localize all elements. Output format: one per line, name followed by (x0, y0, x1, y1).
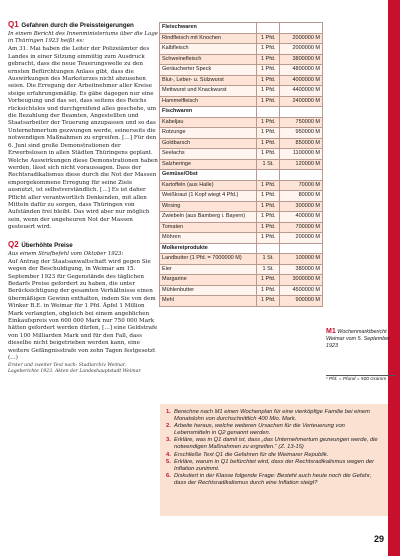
task-number: 2. (166, 423, 171, 430)
item-price: 850000 M (279, 138, 322, 149)
table-section-row (160, 243, 323, 254)
item-name: Gemüse/Obst (160, 170, 257, 181)
item-name: Zwiebeln (aus Bamberg i. Bayern) (160, 212, 257, 223)
item-unit: 1 Pfd. (257, 191, 280, 202)
item-unit (257, 23, 280, 34)
table-row (160, 254, 323, 265)
tasks-panel (160, 404, 388, 516)
table-row (160, 128, 323, 139)
item-price: 2000000 M (279, 44, 322, 55)
item-unit: 1 Pfd. (257, 212, 280, 223)
table-row (160, 285, 323, 296)
item-name: Landbutter (1 Pfd. = 7000000 M) (160, 254, 257, 265)
m1-label: M1 (326, 328, 336, 335)
table-row (160, 191, 323, 202)
item-unit: 1 Pfd. (257, 201, 280, 212)
item-name: Tomaten (160, 222, 257, 233)
item-unit: 1 St. (257, 264, 280, 275)
source-column (8, 20, 158, 375)
item-price: 120000 M (279, 159, 322, 170)
item-price: 200000 M (279, 233, 322, 244)
q2-body: Auf Antrag der Staatsanwaltschaft wird gegen Sie wegen der Beschuldigung, in Weimar am 15. September 1923 für Gegenstände des täglichen Bedarfs Preise gefordert zu haben, die unter Berücksichtigung der gesamten Verhältnisse einen übermäßigen Gewinn enthalten, indem Sie von dem Winker B.E. in Weimar für 1 Pfd. Äpfel 1 Million Mark verlangten, obgleich bei einem angeblichen Einkaufspreis von 600 000 Mark nur 750 000 Mark hätten gefordert werden dürfen, […] eine Geldstrafe von 100 Milliarden Mark und für den Fall, dass dieselbe nicht beigetrieben werden kann, eine weitere Gefängnisstrafe von zehn Tagen festgesetzt (…) (8, 258, 158, 362)
table-row (160, 296, 323, 307)
item-price: 4400000 M (279, 86, 322, 97)
table-row (160, 44, 323, 55)
task-item (166, 423, 382, 437)
item-name: Rotzunge (160, 128, 257, 139)
item-price: 2400000 M (279, 96, 322, 107)
item-price: 70000 M (279, 180, 322, 191)
q1-title: Gefahren durch die Preissteigerungen (21, 22, 134, 29)
q1-label: Q1 (8, 20, 19, 29)
table-section-row (160, 170, 323, 181)
item-price: 900000 M (279, 296, 322, 307)
item-unit: 1 Pfd. (257, 117, 280, 128)
item-name: Molkereiprodukte (160, 243, 257, 254)
item-price: 380000 M (279, 264, 322, 275)
task-number: 4. (166, 451, 171, 458)
item-name: Eier (160, 264, 257, 275)
page-edge-bar (388, 0, 400, 556)
m1-caption-block (326, 328, 396, 350)
item-unit: 1 Pfd. (257, 54, 280, 65)
item-price: 3800000 M (279, 54, 322, 65)
item-price: 2000000 M (279, 33, 322, 44)
item-unit: 1 Pfd. (257, 128, 280, 139)
task-item (166, 452, 382, 459)
task-item (166, 409, 382, 423)
item-name: Kartoffeln (aus Halle) (160, 180, 257, 191)
item-name: Mettwurst und Knackwurst (160, 86, 257, 97)
task-item (166, 459, 382, 473)
item-name: Mehl (160, 296, 257, 307)
item-name: Kalbfleisch (160, 44, 257, 55)
item-unit: 1 Pfd. (257, 138, 280, 149)
task-number: 6. (166, 472, 171, 479)
task-text: Diskutiert in der Klasse folgende Frage: Besteht auch heute noch die Gefahr, dass der Rechtsradikalismus durch eine Inflation steigt? (174, 472, 372, 486)
table-row (160, 149, 323, 160)
item-price: 400000 M (279, 212, 322, 223)
table-section-row (160, 23, 323, 34)
item-unit: 1 Pfd. (257, 285, 280, 296)
table-row (160, 264, 323, 275)
price-table (159, 22, 323, 307)
item-price: 700000 M (279, 222, 322, 233)
table-row (160, 275, 323, 286)
table-row (160, 222, 323, 233)
task-text: Berechne nach M1 einen Wochenplan für eine vierköpfige Familie bei einem Monatslohn von durchschnittlich 400 Mio. Mark. (174, 409, 370, 423)
item-unit: 1 St. (257, 254, 280, 265)
item-unit: 1 Pfd. (257, 149, 280, 160)
q2-label: Q2 (8, 239, 19, 249)
item-price: 4000000 M (279, 75, 322, 86)
item-price: 3000000 M (279, 275, 322, 286)
q1-body: Am 31. Mai haben die Leiter der Polizeiämter des Landes in einer Sitzung einmütig zum Ausdruck gebracht, dass die neue Teuerungswelle zu den ernsten Befürchtungen Anlass gibt, dass die Auswirkungen des Marksturzes nicht abzusehen seien. Die Erregung der Arbeitnehmer aller Kreise steige erfahrungsmäßig. Es gäbe dagegen nur eine Vorbeugung und das sei, dass seitens des Reichs rücksichtslos und durchgreifend alles geschehe, um die Bezahlung der Beamten, Angestellten und Staatsarbeiter der Teuerung anzupassen und so das Unternehmertum gezwungen werde, seinerseits die notwendigen Maßnahmen zu ergreifen. […] Für den 6. Juni sind große Demonstrationen der Erwerbslosen in allen Städten Thüringens geplant. Welche Auswirkungen diese Demonstrationen haben werden, lässt sich nicht voraussagen. Dass der Rechtsradikalismus diese durch die Not der Massen emporgekommene Erregung für seine Ziele ausnutzt, ist selbstverständlich. […] Es ist daher Pflicht aller verantwortlich Denkenden, mit allen Mitteln dafür zu sorgen, dass Thüringen von Aufständen frei bleibt. Das wird aber nur möglich sein, wenn der ungeheuren Not der Massen gesteuert wird. (8, 46, 158, 231)
table-row (160, 159, 323, 170)
item-name: Möhren (160, 233, 257, 244)
item-name: Wirsing (160, 201, 257, 212)
item-price: 950000 M (279, 128, 322, 139)
item-name: Weißkraut (1 Kopf wiegt 4 Pfd.) (160, 191, 257, 202)
item-name: Hammelfleisch (160, 96, 257, 107)
task-list (166, 409, 382, 487)
table-row (160, 33, 323, 44)
item-name: Salzheringe (160, 159, 257, 170)
item-unit: 1 Pfd. (257, 75, 280, 86)
item-name: Fischwaren (160, 107, 257, 118)
task-item (166, 437, 382, 451)
q2-title: Überhöhte Preise (21, 241, 73, 249)
item-price (279, 23, 322, 34)
item-unit: 1 Pfd. (257, 86, 280, 97)
q2-source: Erster und zweiter Text nach: Stadtarchiv Weimar, Lageberichte 1923. Akten der Landeshauptstadt Weimar. (8, 363, 142, 375)
table-section-row (160, 107, 323, 118)
item-unit: 1 Pfd. (257, 65, 280, 76)
table-row (160, 212, 323, 223)
item-unit: 1 Pfd. (257, 33, 280, 44)
table-row (160, 54, 323, 65)
table-row (160, 86, 323, 97)
item-unit: 1 Pfd. (257, 296, 280, 307)
task-text: Erkläre, was in Q1 damit ist, dass „das Unternehmertum gezwungen werde, die notwendigen Maßnahmen zu ergreifen.“ (Z. 13-15) (174, 437, 378, 451)
item-price: 750000 M (279, 117, 322, 128)
item-unit: 1 Pfd. (257, 275, 280, 286)
item-unit (257, 170, 280, 181)
item-price: 80000 M (279, 191, 322, 202)
item-name: Geräucherter Speck (160, 65, 257, 76)
item-price: 4500000 M (279, 285, 322, 296)
item-price (279, 170, 322, 181)
table-row (160, 65, 323, 76)
item-name: Schweinefleisch (160, 54, 257, 65)
table-row (160, 96, 323, 107)
table-row (160, 180, 323, 191)
item-price (279, 107, 322, 118)
table-row (160, 75, 323, 86)
task-number: 5. (166, 458, 171, 465)
item-name: Goldbarsch (160, 138, 257, 149)
q2-intro: Aus einem Strafbefehl vom Oktober 1923: (8, 250, 124, 257)
item-unit (257, 243, 280, 254)
item-name: Mühlenbutter (160, 285, 257, 296)
item-price: 300000 M (279, 201, 322, 212)
item-price: 1100000 M (279, 149, 322, 160)
task-text: Erkläre, warum in Q1 befürchtet wird, dass der Rechtsradikalismus wegen der Inflation zunimmt. (174, 458, 375, 472)
table-row (160, 138, 323, 149)
item-name: Blut-, Leber- u. Sülzwurst (160, 75, 257, 86)
table-row (160, 233, 323, 244)
m1-footnote: ¹ Pfd. = Pfund = 500 Gramm (326, 375, 396, 382)
q2-heading (8, 240, 158, 249)
item-name: Rindfleisch mit Knochen (160, 33, 257, 44)
task-number: 3. (166, 437, 171, 444)
item-unit: 1 Pfd. (257, 96, 280, 107)
item-unit: 1 Pfd. (257, 180, 280, 191)
task-number: 1. (166, 409, 171, 415)
item-name: Fleischwaren (160, 23, 257, 34)
page-number: 29 (374, 534, 385, 544)
task-item (166, 473, 382, 487)
task-text: Arbeite heraus, welche weiteren Ursachen für die Verteuerung von Lebensmitteln in Q2 genannt werden. (174, 423, 345, 437)
item-unit (257, 107, 280, 118)
item-name: Margarine (160, 275, 257, 286)
q1-heading (8, 20, 158, 29)
m1-caption: Wochenmarktbericht Weimar vom 5. September 1923 (326, 329, 391, 349)
price-table-wrapper (159, 22, 323, 307)
table-row (160, 117, 323, 128)
item-unit: 1 Pfd. (257, 44, 280, 55)
item-price: 100000 M (279, 254, 322, 265)
table-row (160, 201, 323, 212)
item-unit: 1 Pfd. (257, 233, 280, 244)
item-price (279, 243, 322, 254)
item-price: 4800000 M (279, 65, 322, 76)
item-unit: 1 Pfd. (257, 222, 280, 233)
q1-intro: In einem Bericht des Innenministeriums über die Lage in Thüringen 1923 heißt es: (8, 31, 158, 45)
item-name: Seelachs (160, 149, 257, 160)
item-name: Kabeljau (160, 117, 257, 128)
item-unit: 1 St. (257, 159, 280, 170)
task-text: Erschließe Text Q1 die Gefahren für die Weimarer Republik. (174, 451, 329, 458)
